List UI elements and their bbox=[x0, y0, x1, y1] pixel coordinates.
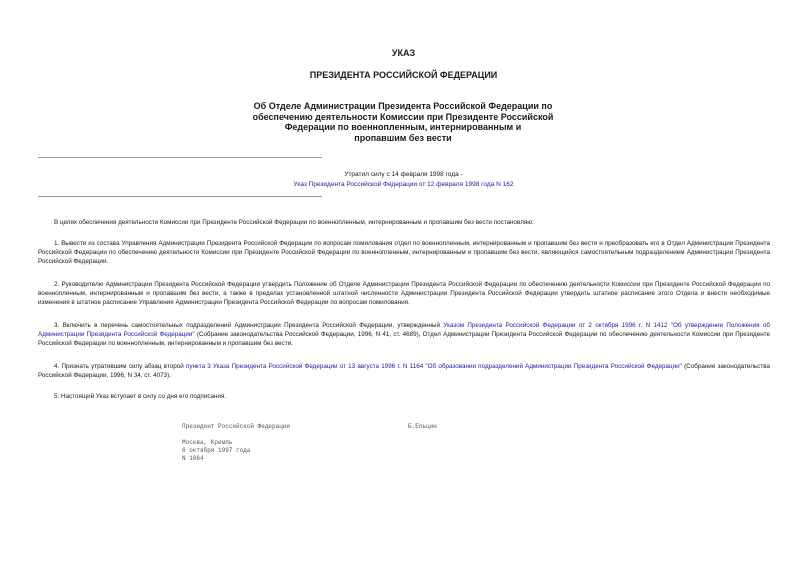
subject-line: обеспечению деятельности Комиссии при Президенте Российской bbox=[252, 111, 554, 122]
document-subject bbox=[250, 101, 556, 143]
paragraph-3-text: 3. Включить в перечень самостоятельных подразделений Администрации Президента Российской Федерации, утвержденный bbox=[54, 322, 444, 329]
repeal-decree-link[interactable]: Указ Президента Российской Федерации от 12 февраля 1998 года N 162 bbox=[293, 181, 514, 188]
divider-bottom bbox=[38, 196, 322, 197]
decree-1412-link[interactable]: Указом Президента Российской Федерации от 2 октября 1996 г. N 1412 "Об утверждении Положения об Администрации Президента Российской Федерации" bbox=[38, 322, 770, 339]
signature-place: Москва, Кремль bbox=[182, 439, 233, 446]
document-issuer: ПРЕЗИДЕНТА РОССИЙСКОЙ ФЕДЕРАЦИИ bbox=[309, 70, 498, 80]
subject-line: Федерации по военнопленным, интернированным и bbox=[284, 122, 522, 132]
status-link-line bbox=[0, 181, 807, 188]
paragraph-3 bbox=[38, 321, 770, 349]
paragraph-4-text: (Собрание законодательства Российской Федерации, 1996, N 34, ст. 4073). bbox=[38, 363, 770, 380]
status-text: Утратил силу с 14 февраля 1998 года - bbox=[344, 171, 463, 178]
paragraph-5: 5. Настоящий Указ вступает в силу со дня его подписания. bbox=[54, 393, 227, 400]
paragraph-4 bbox=[38, 362, 770, 380]
signature-name: Б.Ельцин bbox=[408, 423, 437, 430]
paragraph-3-text: (Собрание законодательства Российской Федерации, 1996, N 41, ст. 4689), Отдел Администрации Президента Российской Федерации по обеспечению деятельности Комиссии при Президенте Российской Федерации по военнопленным, интернированным и пропавшим без вести. bbox=[38, 331, 770, 348]
signature-number: N 1064 bbox=[182, 455, 204, 462]
paragraph-4-text: 4. Признать утратившим силу абзац второй bbox=[54, 363, 186, 370]
divider-top bbox=[38, 157, 322, 158]
decree-1164-link[interactable]: пункта 3 Указа Президента Российской Федерации от 13 августа 1996 г. N 1164 "Об образовании подразделений Администрации Президента Российской Федерации" bbox=[185, 363, 682, 370]
intro-paragraph: В целях обеспечения деятельности Комиссии при Президенте Российской Федерации по военнопленным, интернированным и пропавшим без вести постановляю: bbox=[54, 219, 534, 226]
paragraph-2: 2. Руководителю Администрации Президента Российской Федерации утвердить Положение об Отделе Администрации Президента Российской Федерации по обеспечению деятельности Комиссии при Президенте Российской Федерации по военнопленным, интернированным и пропавшим без вести, а также в пределах установленной штатной численности Администрации Президента Российской Федерации утвердить штатное расписание этого Отдела и внести необходимые изменения в штатное расписание Управления Администрации Президента Российской Федерации по вопросам помилования. bbox=[38, 281, 770, 307]
paragraph-1: 1. Вывести из состава Управления Администрации Президента Российской Федерации по вопросам помилования отдел по военнопленным, интернированным и пропавшим без вести и преобразовать его в Отдел Администрации Президента Российской Федерации по обеспечению деятельности Комиссии при Президенте Российской Федерации по военнопленным, интернированным и пропавшим без вести, являющийся самостоятельным подразделением Администрации Президента Российской Федерации. bbox=[38, 240, 770, 266]
signature-position: Президент Российской Федерации bbox=[182, 423, 291, 430]
subject-line: Об Отделе Администрации Президента Российской Федерации по bbox=[253, 101, 553, 111]
subject-line: пропавшим без вести bbox=[354, 132, 452, 143]
document-title: УКАЗ bbox=[391, 48, 416, 58]
signature-date: 6 октября 1997 года bbox=[182, 447, 251, 454]
